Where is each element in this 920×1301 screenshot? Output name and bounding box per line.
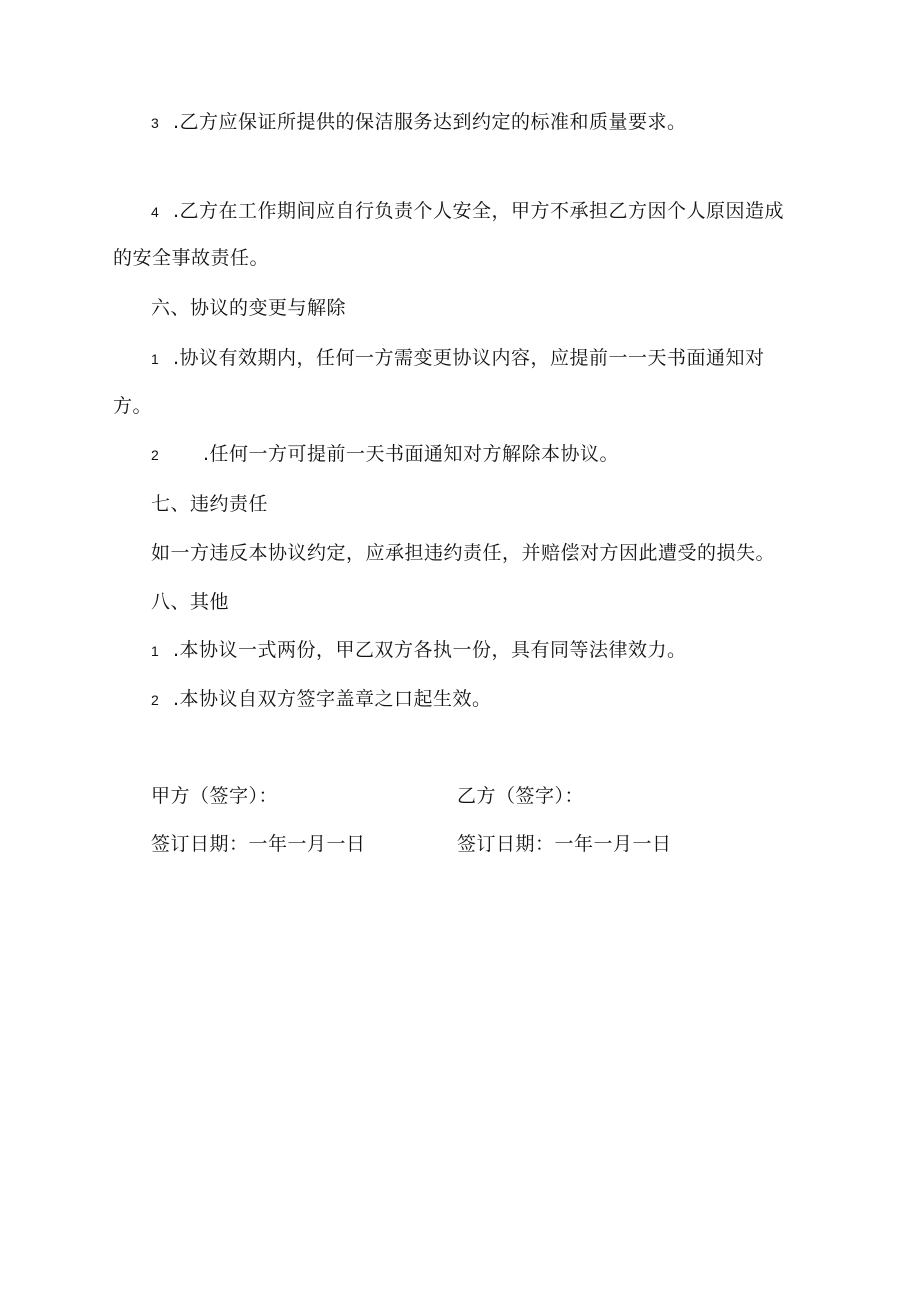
party-b-signature: 乙方（签字）： bbox=[457, 785, 585, 807]
party-a-sign-date: 签订日期：一年一月一日 bbox=[151, 833, 366, 855]
clause-number: 4 bbox=[151, 204, 160, 220]
clause-number: 2 bbox=[151, 692, 160, 708]
clause-number: 1 bbox=[151, 351, 160, 367]
clause-text: .本协议自双方签字盖章之口起生效。 bbox=[173, 688, 492, 710]
clause-text: .协议有效期内，任何一方需变更协议内容，应提前一一天书面通知对 bbox=[173, 347, 765, 369]
clause-6-1-continuation: 方。 bbox=[113, 395, 153, 417]
clause-number: 2 bbox=[151, 447, 160, 463]
clause-8-2 bbox=[151, 686, 492, 713]
party-b-sign-date: 签订日期：一年一月一日 bbox=[457, 833, 672, 855]
section-8-heading: 八、其他 bbox=[151, 591, 230, 613]
clause-6-2 bbox=[151, 441, 619, 468]
party-a-signature: 甲方（签字）： bbox=[151, 785, 279, 807]
clause-number: 1 bbox=[151, 643, 160, 659]
clause-6-1 bbox=[151, 345, 765, 372]
section-7-heading: 七、违约责任 bbox=[151, 493, 269, 515]
clause-5-4-continuation: 的安全事故责任。 bbox=[113, 247, 270, 269]
clause-text: .乙方应保证所提供的保洁服务达到约定的标准和质量要求。 bbox=[173, 111, 687, 133]
clause-text: .本协议一式两份，甲乙双方各执一份，具有同等法律效力。 bbox=[173, 639, 687, 661]
clause-5-3 bbox=[151, 109, 687, 136]
clause-text: .任何一方可提前一天书面通知对方解除本协议。 bbox=[203, 443, 620, 465]
clause-8-1 bbox=[151, 637, 687, 664]
clause-5-4 bbox=[151, 198, 784, 225]
section-7-body: 如一方违反本协议约定，应承担违约责任，并赔偿对方因此遭受的损失。 bbox=[151, 542, 776, 564]
clause-number: 3 bbox=[151, 115, 160, 131]
section-6-heading: 六、协议的变更与解除 bbox=[151, 297, 347, 319]
clause-text: .乙方在工作期间应自行负责个人安全，甲方不承担乙方因个人原因造成 bbox=[173, 200, 785, 222]
